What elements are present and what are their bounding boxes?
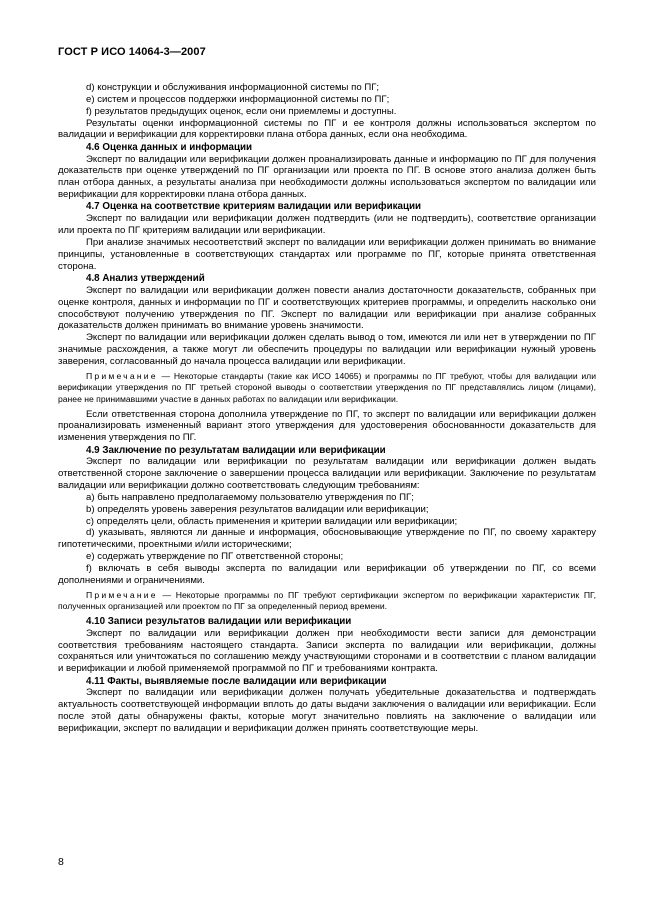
paragraph-4-6: Эксперт по валидации или верификации должен проанализировать данные и информацию по ПГ для получения доказательств при оценке утверждений по ПГ организации или проекта по ПГ. В основе этого анализа должен быть план отбора данных, а результаты анализа при необходимости должны использоваться экспертом по валидации или верификации для корректировки плана отбора данных. [58,153,596,201]
requirement-c: c) определять цели, область применения и критерии валидации или верификации; [86,515,458,527]
note-label: Примечание [86,370,158,381]
note-1 [58,371,596,406]
note-label: Примечание [86,589,158,600]
requirement-e: e) содержать утверждение по ПГ ответственной стороны; [86,551,344,563]
list-item-f: f) результатов предыдущих оценок, если они приемлемы и доступны. [86,105,397,117]
standard-header: ГОСТ Р ИСО 14064-3—2007 [58,46,206,58]
note-2-text: — Некоторые программы по ПГ требуют сертификации экспертом по верификации характеристик ПГ, полученных организацией или проектом по ПГ за определенный период времени. [58,589,596,612]
note-2 [58,590,596,613]
section-heading-4-9: 4.9 Заключение по результатам валидации или верификации [86,444,386,456]
section-heading-4-7: 4.7 Оценка на соответствие критериям валидации или верификации [86,201,422,213]
requirement-b: b) определять уровень заверения результатов валидации или верификации; [86,503,429,515]
requirement-f: f) включать в себя выводы эксперта по валидации или верификации об утверждении по ПГ, со всеми дополнениями и ограничениями. [58,563,596,586]
paragraph-4-7-1: Эксперт по валидации или верификации должен подтвердить (или не подтвердить), соответствие организации или проекта по ПГ критериям валидации или верификации. [58,213,596,237]
section-heading-4-11: 4.11 Факты, выявляемые после валидации или верификации [86,675,387,687]
section-heading-4-6: 4.6 Оценка данных и информации [86,141,253,153]
note-1-text: — Некоторые стандарты (такие как ИСО 14065) и программы по ПГ требуют, чтобы для валидации или верификации утверждения по ПГ третьей стороной выводы о соответствии утверждения по ПГ представлялись лицом (лицами), ранее не принимавшими участие в данных работах по валидации или верификации. [58,370,596,404]
paragraph-4-9: Эксперт по валидации или верификации по результатам валидации или верификации должен выдать ответственной стороне заключение о завершении процесса валидации или верификации. Заключение по результатам валидации или верификации должно соответствовать следующим требованиям: [58,456,596,492]
paragraph-4-8-2: Эксперт по валидации или верификации должен сделать вывод о том, имеются ли или нет в утверждении по ПГ значимые расхождения, а также могут ли обеспечить процедуры по валидации или верификации нужный уровень заверения, согласованный до начала процесса валидации или верификации. [58,332,596,367]
paragraph-4-7-2: При анализе значимых несоответствий эксперт по валидации или верификации должен принимать во внимание принципы, установленные в соответствующих стандартах или программе по ПГ, которые принята ответственная сторона. [58,236,596,272]
section-heading-4-8: 4.8 Анализ утверждений [86,273,205,284]
paragraph-4-8-1: Эксперт по валидации или верификации должен повести анализ достаточности доказательств, собранных при оценке контроля, данных и информации по ПГ и соответствующих критериев программы, и определить насколько они способствуют получению утверждения по ПГ. Эксперт по валидации или верификации при анализе собранных доказательств должен принимать во внимание уровень значимости. [58,284,596,332]
paragraph-results: Результаты оценки информационной системы по ПГ и ее контроля должны использоваться экспертом по валидации и верификации для корректировки плана отбора данных, если она необходима. [58,117,596,141]
list-item-d: d) конструкции и обслуживания информационной системы по ПГ; [86,82,380,93]
paragraph-4-10: Эксперт по валидации или верификации должен при необходимости вести записи для демонстрации соответствия требованиям настоящего стандарта. Записи эксперта по валидации или верификации, должны сохраняться или уничтожаться по соглашению между участвующими сторонами и в соответствии с планом валидации и верификации и любой применяемой программой по ПГ и требованиями контракта. [58,627,596,675]
paragraph-4-8-3: Если ответственная сторона дополнила утверждение по ПГ, то эксперт по валидации или верификации должен проанализировать измененный вариант этого утверждения для удостоверения обоснованности доказательств для изменения утверждения по ПГ. [58,408,596,444]
requirement-a: a) быть направлено предполагаемому пользователю утверждения по ПГ; [86,491,414,503]
requirement-d: d) указывать, являются ли данные и информация, обосновывающие утверждение по ПГ, по своему характеру гипотетическими, проектными и/или историческими; [58,527,596,551]
page-content [58,82,596,735]
list-item-e: e) систем и процессов поддержки информационной системы по ПГ; [86,93,390,105]
paragraph-4-11: Эксперт по валидации или верификации должен получать убедительные доказательства и подтверждать актуальность соответствующей информации вплоть до даты выдачи заключения о валидации или верификации. Если после этой даты обнаружены факты, которые могут значительно повлиять на заключение о валидации или верификации, эксперт по валидации и верификации должен принять соответствующие меры. [58,687,596,734]
section-heading-4-10: 4.10 Записи результатов валидации или верификации [86,615,352,627]
page-number: 8 [58,856,64,868]
